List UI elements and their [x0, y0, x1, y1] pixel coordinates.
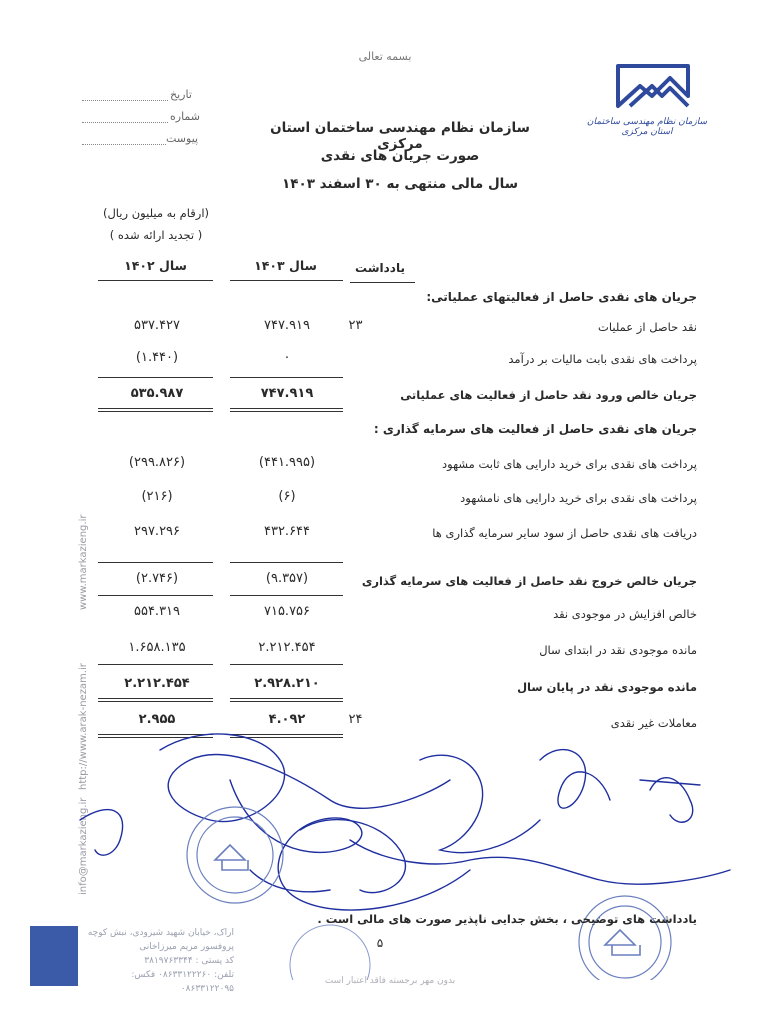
row-value-1402: ۲.۹۵۵: [138, 712, 176, 727]
row-value-1403: ۲.۹۲۸.۲۱۰: [254, 676, 320, 691]
row-value-1403: ۰: [283, 350, 291, 365]
basmala: بسمه تعالی: [358, 50, 412, 63]
side-email: info@markazieng.ir: [78, 797, 89, 895]
signature-7: [80, 810, 123, 856]
logo-caption: سازمان نظام مهندسی ساختمان استان مرکزی: [586, 117, 708, 137]
total-line: [98, 698, 213, 699]
row-label: جریان خالص ورود نقد حاصل از فعالیت های عملیاتی: [400, 388, 697, 402]
row-value-1402: ۵۳۵.۹۸۷: [130, 386, 184, 401]
header-underline-note: [350, 282, 415, 283]
subtotal-line: [230, 595, 343, 596]
units-note: (ارقام به میلیون ریال): [102, 206, 210, 220]
column-header-1403: سال ۱۴۰۳: [254, 258, 317, 273]
signature-8: [350, 840, 730, 884]
row-value-1402: ۲۹۷.۲۹۶: [133, 524, 181, 539]
row-value-1402: (۲.۷۴۶): [135, 571, 179, 586]
row-label: نقد حاصل از عملیات: [598, 320, 697, 334]
row-value-1402: ۲.۲۱۲.۴۵۴: [124, 676, 190, 691]
row-value-1403: (۴۴۱.۹۹۵): [258, 455, 316, 470]
footer-address-line-2: پروفسور مریم میرزاخانی: [139, 942, 234, 952]
row-label: مانده موجودی نقد در پایان سال: [517, 680, 697, 694]
row-label: پرداخت های نقدی برای خرید دارایی های ثابت مشهود: [442, 457, 697, 471]
signature-4: [420, 755, 540, 852]
total-line: [230, 698, 343, 699]
column-header-note: یادداشت: [355, 261, 405, 275]
footer-brand-box: [30, 926, 78, 986]
attachment-field-label: پیوست: [166, 132, 199, 145]
subtotal-line: [230, 377, 343, 378]
row-value-1403: ۷۴۷.۹۱۹: [260, 386, 314, 401]
number-field-label: شماره: [170, 110, 201, 123]
total-line: [230, 411, 343, 412]
subtotal-line: [98, 664, 213, 665]
date-field-label: تاریخ: [170, 88, 192, 101]
row-value-1403: (۶): [278, 489, 296, 504]
row-value-1403: ۴.۰۹۲: [268, 712, 306, 727]
footer-address-line-1: اراک، خیابان شهید شیرودی، نبش کوچه: [87, 928, 234, 938]
total-line: [98, 701, 213, 702]
signature-1: [160, 734, 450, 822]
row-value-1402: (۲۹۹.۸۲۶): [128, 455, 186, 470]
logo-icon: [600, 58, 710, 113]
total-line: [98, 411, 213, 412]
row-value-1403: ۴۳۲.۶۴۴: [263, 524, 311, 539]
row-label: پرداخت های نقدی بابت مالیات بر درآمد: [508, 352, 697, 366]
page-number: ۵: [376, 936, 384, 950]
statement-title: صورت جریان های نقدی: [320, 148, 480, 164]
stamp-bottom: [290, 925, 370, 980]
row-label: جریان خالص خروج نقد حاصل از فعالیت های سرمایه گذاری: [361, 574, 697, 588]
side-website-2: http://www.arak-nezam.ir: [78, 663, 89, 790]
row-value-1402: (۲۱۶): [141, 489, 173, 504]
row-note: ۲۳: [348, 318, 363, 333]
row-value-1403: ۷۱۵.۷۵۶: [263, 604, 311, 619]
row-value-1403: ۲.۲۱۲.۴۵۴: [258, 640, 316, 655]
signature-2: [230, 780, 470, 910]
restated-note: ( تجدید ارائه شده ): [109, 228, 203, 242]
total-line: [230, 701, 343, 702]
footer-postal: کد پستی : ۳۸۱۹۷۶۳۳۴۴: [144, 956, 234, 966]
row-label: پرداخت های نقدی برای خرید دارایی های نامشهود: [460, 491, 697, 505]
attachment-field-line: [82, 144, 166, 145]
statement-period: سال مالی منتهی به ۳۰ اسفند ۱۴۰۳: [281, 176, 519, 192]
row-label: دریافت های نقدی حاصل از سود سایر سرمایه گذاری ها: [432, 526, 697, 540]
signature-5: [540, 750, 610, 809]
subtotal-line: [98, 562, 213, 563]
row-value-1402: ۱.۶۵۸.۱۳۵: [128, 640, 186, 655]
side-website-1: www.markazieng.ir: [78, 514, 89, 610]
subtotal-line: [230, 664, 343, 665]
subtotal-line: [98, 377, 213, 378]
section-operating-label: جریان های نقدی حاصل از فعالیتهای عملیاتی:: [426, 290, 697, 304]
notes-disclaimer: یادداشت های توضیحی ، بخش جدایی ناپذیر صورت های مالی است .: [317, 912, 697, 926]
total-line: [230, 408, 343, 409]
section-investing-label: جریان های نقدی حاصل از فعالیت های سرمایه گذاری :: [373, 422, 697, 436]
column-header-1402: سال ۱۴۰۲: [124, 258, 187, 273]
row-label: خالص افزایش در موجودی نقد: [553, 607, 697, 621]
signature-6: [640, 778, 700, 823]
stamp-right: [579, 896, 671, 980]
header-underline-1402: [98, 280, 213, 281]
row-value-1402: ۵۵۴.۳۱۹: [133, 604, 181, 619]
total-line: [98, 408, 213, 409]
signature-3: [300, 820, 405, 893]
row-label: معاملات غیر نقدی: [610, 716, 697, 730]
footer-address-block: [84, 926, 234, 996]
footer-phone: تلفن: ۰۸۶۳۳۱۲۲۲۶۰ فکس: ۰۸۶۳۳۱۲۲۰۹۵: [131, 970, 234, 994]
row-value-1403: ۷۴۷.۹۱۹: [263, 318, 311, 333]
header-underline-1403: [230, 280, 343, 281]
row-value-1402: ۵۳۷.۴۲۷: [133, 318, 181, 333]
row-value-1403: (۹.۳۵۷): [265, 571, 309, 586]
row-note: ۲۴: [348, 712, 363, 727]
org-logo: [586, 58, 710, 138]
stamp-left: [187, 807, 283, 903]
org-name: سازمان نظام مهندسی ساختمان استان مرکزی: [270, 120, 530, 152]
date-field-line: [82, 100, 168, 101]
row-label: مانده موجودی نقد در ابتدای سال: [539, 643, 697, 657]
row-value-1402: (۱.۴۴۰): [135, 350, 179, 365]
subtotal-line: [230, 562, 343, 563]
subtotal-line: [98, 595, 213, 596]
number-field-line: [82, 122, 168, 123]
stamp-validity-note: بدون مهر برجسته فاقد اعتبار است: [324, 976, 456, 986]
